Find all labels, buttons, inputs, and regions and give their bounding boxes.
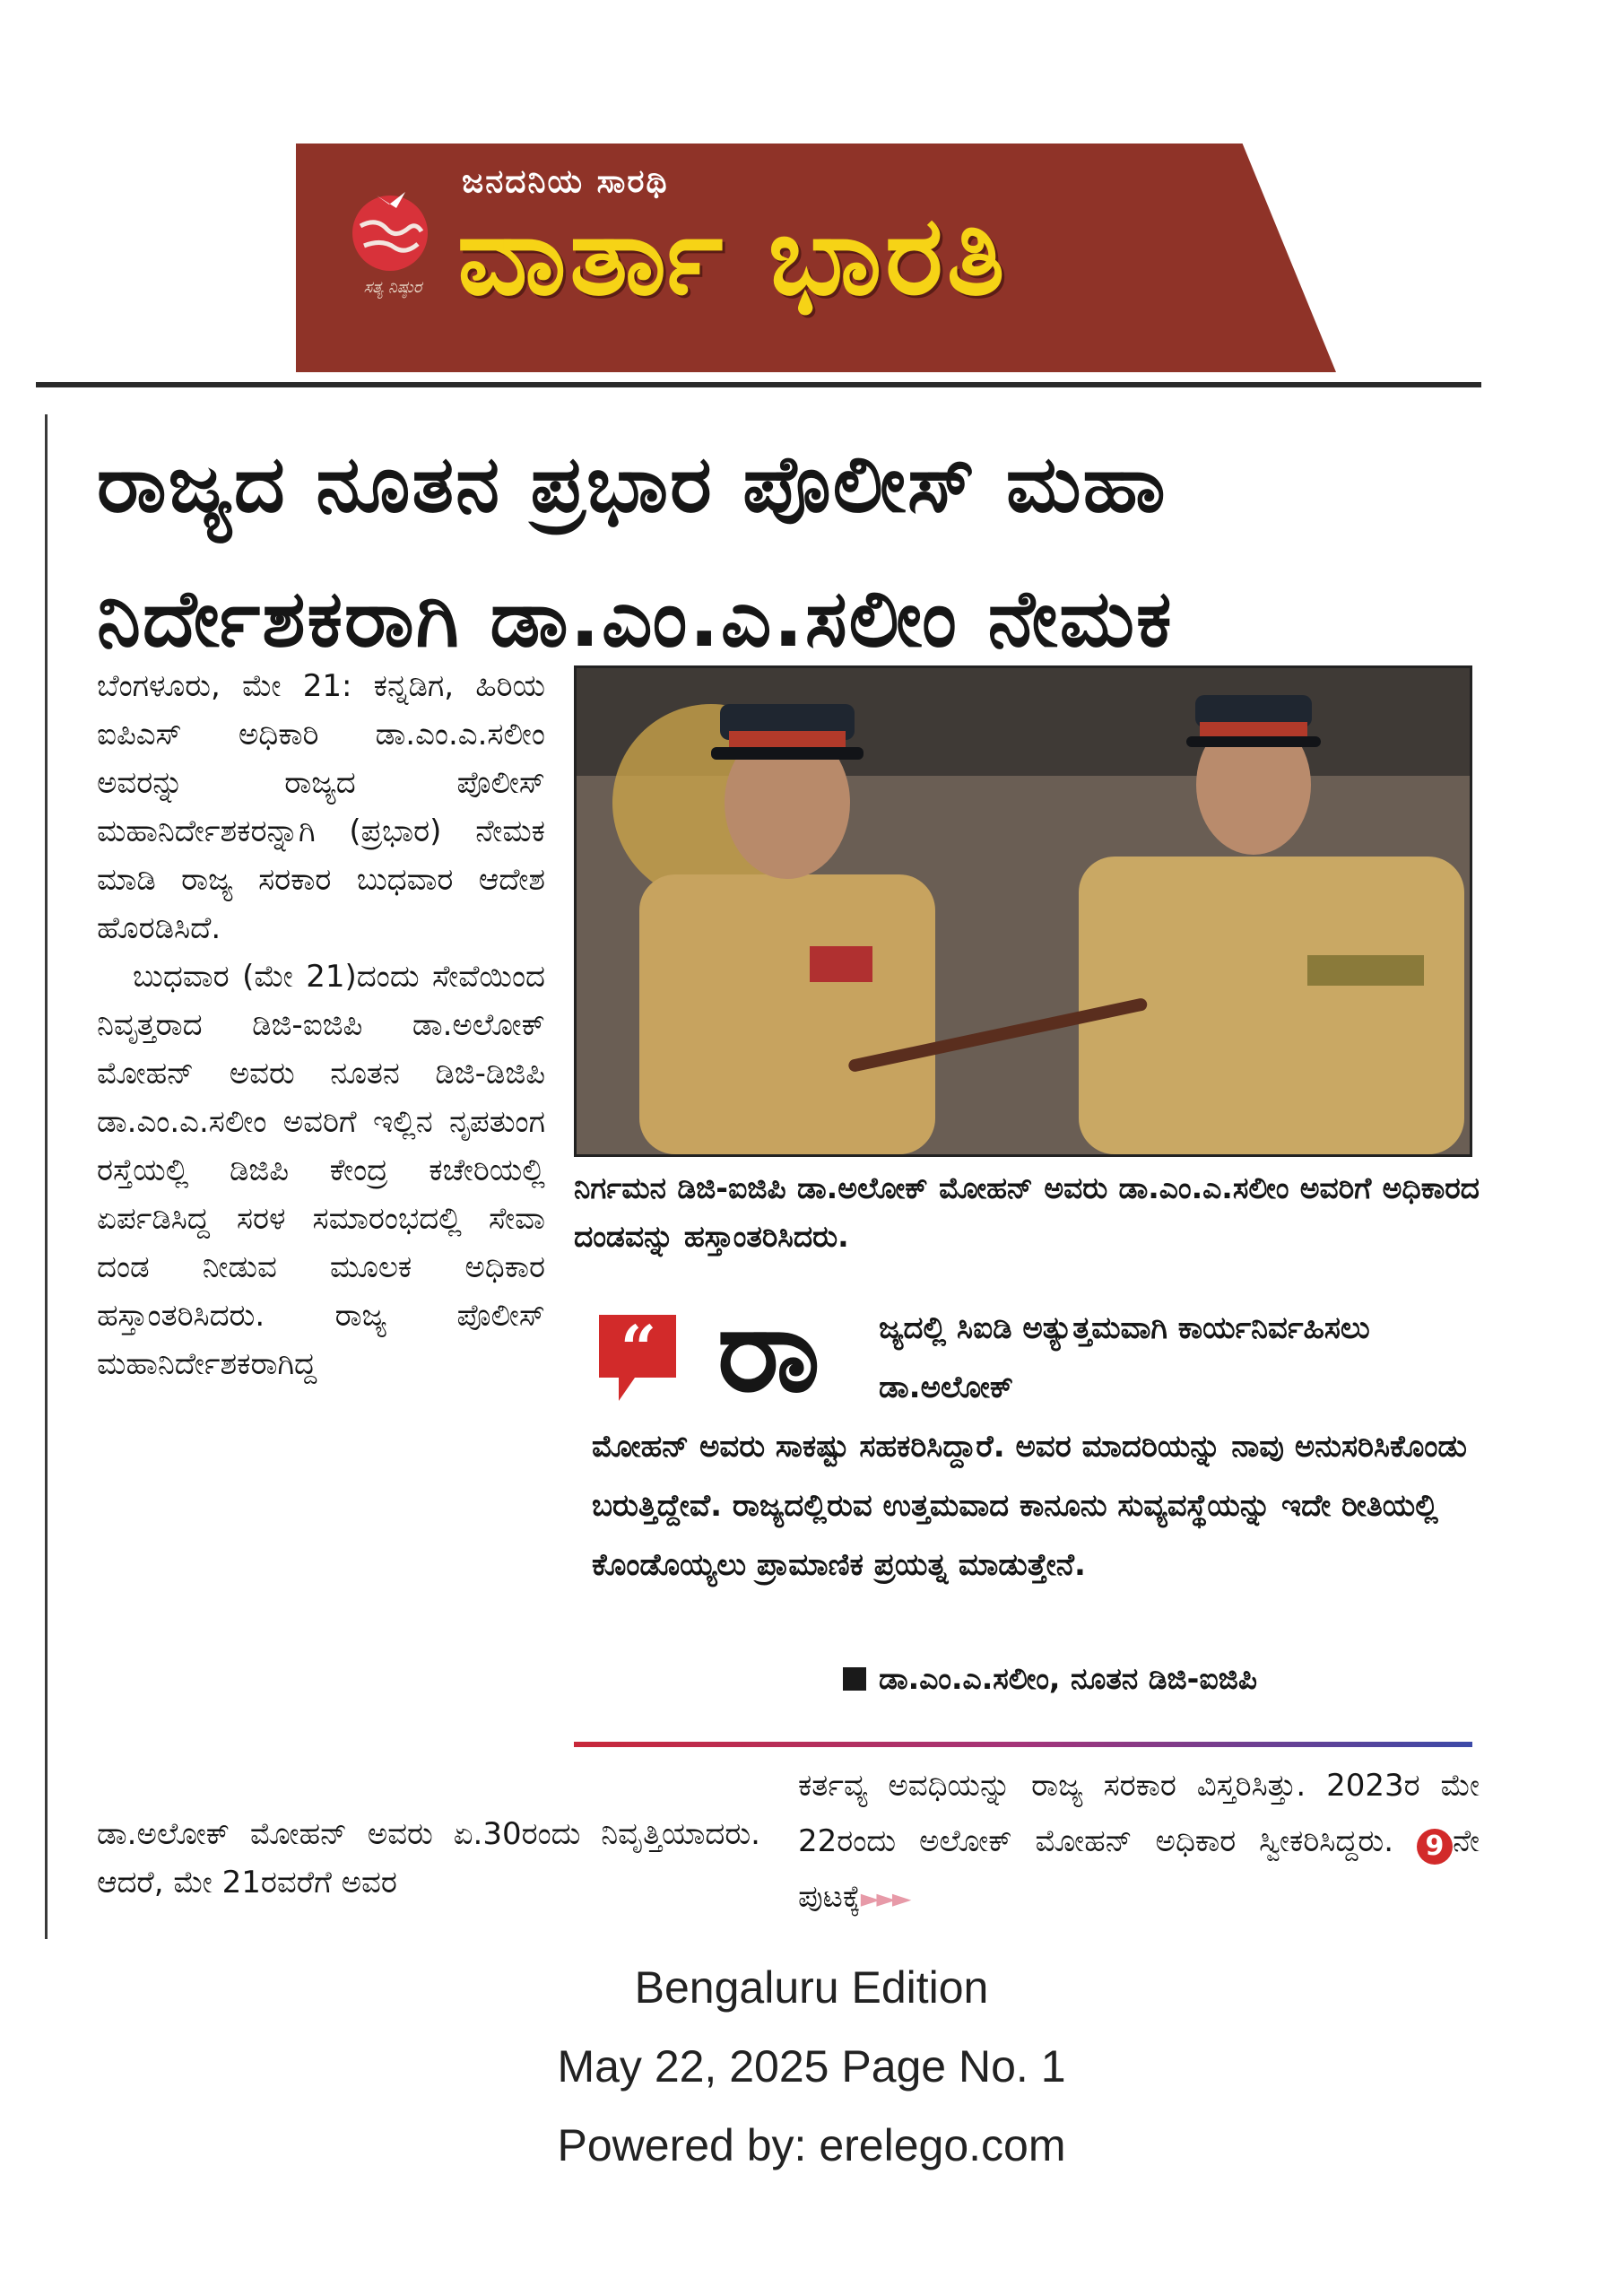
article-paragraph-1: ಬೆಂಗಳೂರು, ಮೇ 21: ಕನ್ನಡಿಗ, ಹಿರಿಯ ಐಪಿಎಸ್ ಅಧಿಕಾರಿ ಡಾ.ಎಂ.ಎ.ಸಲೀಂ ಅವರನ್ನು ರಾಜ್ಯದ ಪೊಲೀಸ್ ಮಹಾನಿರ್ದೇಶಕರನ್ನಾಗಿ (ಪ್ರಭಾರ) ನೇಮಕ ಮಾಡಿ ರಾಜ್ಯ ಸರಕಾರ ಬುಧವಾರ ಆದೇಶ ಹೊರಡಿಸಿದೆ. [97, 668, 545, 946]
pull-quote [592, 1299, 1471, 1595]
article-body-left [97, 662, 545, 1388]
article-paragraph-2-continued: ಡಾ.ಅಲೋಕ್ ಮೋಹನ್ ಅವರು ಏ.30ರಂದು ನಿವೃತ್ತಿಯಾದರು. ಆದರೆ, ಮೇ 21ರವರೆಗೆ ಅವರ [97, 1816, 760, 1900]
newspaper-title: ವಾರ್ತಾ ಭಾರತಿ [457, 192, 1009, 319]
masthead-tagline: ಜನದನಿಯ ಸಾರಥಿ [462, 163, 669, 200]
page-footer [0, 1948, 1623, 2185]
edition-label: Bengaluru Edition [634, 1962, 989, 2013]
globe-bird-logo-icon [341, 179, 439, 278]
article-paragraph-2: ಬುಧವಾರ (ಮೇ 21)ದಂದು ಸೇವೆಯಿಂದ ನಿವೃತ್ತರಾದ ಡಿಜಿ-ಐಜಿಪಿ ಡಾ.ಅಲೋಕ್ ಮೋಹನ್ ಅವರು ನೂತನ ಡಿಜಿ-ಡಿಜಿಪಿ ಡಾ.ಎಂ.ಎ.ಸಲೀಂ ಅವರಿಗೆ ಇಲ್ಲಿನ ನೃಪತುಂಗ ರಸ್ತೆಯಲ್ಲಿ ಡಿಜಿಪಿ ಕೇಂದ್ರ ಕಚೇರಿಯಲ್ಲಿ ಏರ್ಪಡಿಸಿದ್ದ ಸರಳ ಸಮಾರಂಭದಲ್ಲಿ ಸೇವಾ ದಂಡ ನೀಡುವ ಮೂಲಕ ಅಧಿಕಾರ ಹಸ್ತಾಂತರಿಸಿದರು. ರಾಜ್ಯ ಪೊಲೀಸ್ ಮಹಾನಿರ್ದೇಶಕರಾಗಿದ್ದ [97, 959, 545, 1382]
article-photo [574, 665, 1472, 1157]
jump-page-badge: 9 [1417, 1829, 1453, 1865]
article-paragraph-3-text: ಕರ್ತವ್ಯ ಅವಧಿಯನ್ನು ರಾಜ್ಯ ಸರಕಾರ ವಿಸ್ತರಿಸಿತ್ತು. 2023ರ ಮೇ 22ರಂದು ಅಲೋಕ್ ಮೋಹನ್ ಅಧಿಕಾರ ಸ್ವೀಕರಿಸಿದ್ದರು. [798, 1768, 1480, 1859]
pull-quote-body: ಮೋಹನ್ ಅವರು ಸಾಕಷ್ಟು ಸಹಕರಿಸಿದ್ದಾರೆ. ಅವರ ಮಾದರಿಯನ್ನು ನಾವು ಅನುಸರಿಸಿಕೊಂಡು ಬರುತ್ತಿದ್ದೇವೆ. ರಾಜ್ಯದಲ್ಲಿರುವ ಉತ್ತಮವಾದ ಕಾನೂನು ಸುವ್ಯವಸ್ಥೆಯನ್ನು ಇದೇ ರೀತಿಯಲ್ಲಿ ಕೊಂಡೊಯ್ಯಲು ಪ್ರಾಮಾಣಿಕ ಪ್ರಯತ್ನ ಮಾಡುತ್ತೇನೆ. [592, 1429, 1467, 1583]
article-headline: ರಾಜ್ಯದ ನೂತನ ಪ್ರಭಾರ ಪೊಲೀಸ್ ಮಹಾ ನಿರ್ದೇಶಕರಾಗಿ ಡಾ.ಎಂ.ಎ.ಸಲೀಂ ನೇಮಕ [97, 438, 1174, 665]
quote-dropcap: ರಾ [717, 1282, 820, 1418]
date-page-label: May 22, 2025 Page No. 1 [557, 2041, 1066, 2092]
continue-arrows-icon: ►►► [860, 1883, 908, 1913]
article-paragraph-3 [798, 1758, 1480, 1926]
section-divider [574, 1742, 1472, 1747]
article-border [45, 414, 48, 1939]
pull-quote-lead: ಜ್ಯದಲ್ಲಿ ಸಿಐಡಿ ಅತ್ಯುತ್ತಮವಾಗಿ ಕಾರ್ಯನಿರ್ವಹಿಸಲು ಡಾ.ಅಲೋಕ್ [879, 1310, 1370, 1405]
photo-caption: ನಿರ್ಗಮನ ಡಿಜಿ-ಐಜಿಪಿ ಡಾ.ಅಲೋಕ್ ಮೋಹನ್ ಅವರು ಡಾ.ಎಂ.ಎ.ಸಲೀಂ ಅವರಿಗೆ ಅಧಿಕಾರದ ದಂಡವನ್ನು ಹಸ್ತಾಂತರಿಸಿದರು. [574, 1170, 1480, 1254]
jump-page-label: ನೇ ಪುಟಕ್ಕೆ [798, 1823, 1480, 1915]
logo-caption: ಸತ್ಯ ನಿಷ್ಠುರ [363, 278, 422, 297]
masthead-divider [36, 382, 1481, 387]
svg-text:“: “ [620, 1311, 657, 1386]
powered-by-label: Powered by: erelego.com [557, 2120, 1066, 2170]
quote-credit: ಡಾ.ಎಂ.ಎ.ಸಲೀಂ, ನೂತನ ಡಿಜಿ-ಐಜಿಪಿ [843, 1661, 1257, 1697]
